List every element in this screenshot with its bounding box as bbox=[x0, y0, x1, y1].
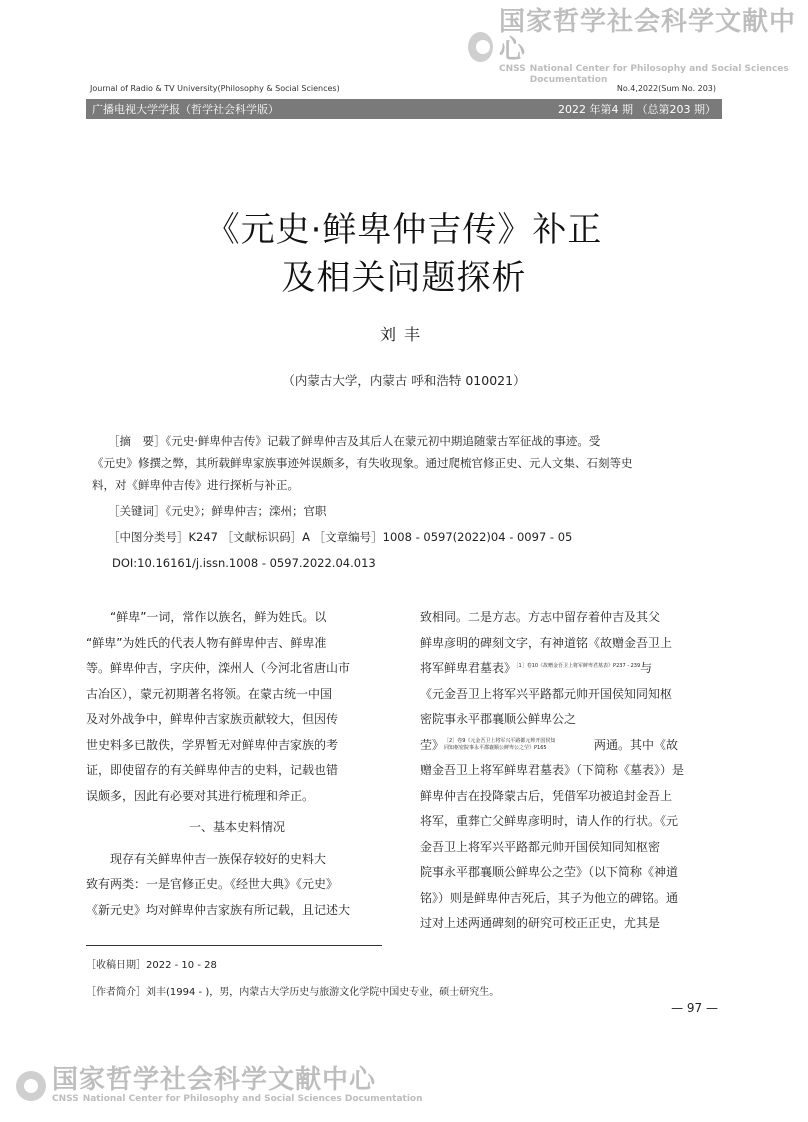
watermark-name-en: National Center for Philosophy and Social Sciences Documentation bbox=[529, 64, 789, 85]
body-line: 金吾卫上将军兴平路都元帅开国侯知同知枢密 bbox=[420, 839, 661, 854]
body-line: 致有两类：一是官修正史。《经世大典》《元史》 bbox=[86, 877, 339, 891]
body-line: 《元金吾卫上将军兴平路都元帅开国侯知同知枢 bbox=[420, 686, 673, 701]
page-number: — 97 — bbox=[671, 1001, 718, 1015]
body-line: 院事永平郡襄顺公鲜卑公之茔》（以下简称《神道 bbox=[420, 865, 679, 879]
cnss-logo-icon bbox=[468, 32, 493, 62]
footnote-received: ［收稿日期］2022 - 10 - 28 bbox=[86, 960, 217, 971]
cnss-logo-icon bbox=[16, 1071, 46, 1101]
right-column bbox=[420, 605, 724, 937]
doi: DOI:10.16161/j.issn.1008 - 0597.2022.04.013 bbox=[112, 556, 376, 570]
watermark-name-en: National Center for Philosophy and Social Sciences Documentation bbox=[82, 1094, 423, 1104]
body-line bbox=[420, 733, 724, 759]
header-bar bbox=[86, 99, 722, 119]
section-heading: 一、基本史料情况 bbox=[188, 820, 285, 834]
issue-cn: 2022 年第4 期 （总第203 期） bbox=[558, 103, 716, 116]
body-text: 茔》 bbox=[420, 737, 445, 752]
body-line bbox=[420, 656, 724, 682]
body-line: 古冶区），蒙元初期著名将领。在蒙古统一中国 bbox=[86, 686, 333, 701]
author-name: 刘丰 bbox=[379, 325, 428, 344]
issue-en: No.4,2022(Sum No. 203) bbox=[616, 84, 716, 93]
body-line: 鲜卑彦明的碑刻文字，有神道铭《故赠金吾卫上 bbox=[420, 635, 673, 650]
article-title-line1: 《元史·鲜卑仲吉传》补正 bbox=[205, 210, 603, 250]
body-line: “鲜卑”一词，常作以族名，鲜为姓氏。以 bbox=[110, 610, 327, 624]
author-affiliation: （内蒙古大学，内蒙古 呼和浩特 010021） bbox=[282, 373, 526, 388]
body-line: 铭》）则是鲜卑仲吉死后，其子为他立的碑铭。通 bbox=[420, 890, 679, 905]
footnote-author: ［作者简介］刘丰(1994 - )，男，内蒙古大学历史与旅游文化学院中国史专业，硕士研究生。 bbox=[86, 987, 500, 998]
body-line: 世史料多已散佚，学界暂无对鲜卑仲吉家族的考 bbox=[86, 737, 339, 752]
body-line: 现存有关鲜卑仲吉一族保存较好的史料大 bbox=[110, 851, 327, 866]
citation-note: ［2］卷9《元金吾卫上将军兴平路都元帅开国侯知 同知枢密院事永平郡襄顺公鲜卑公之茔》P165 bbox=[444, 738, 556, 751]
body-text: 将军鲜卑君墓表》 bbox=[420, 661, 517, 675]
body-line: 致相同。二是方志。方志中留存着仲吉及其父 bbox=[420, 610, 661, 624]
body-text: 与 bbox=[640, 661, 653, 675]
body-line: “鲜卑”为姓氏的代表人物有鲜卑仲吉、鲜卑准 bbox=[86, 635, 327, 650]
body-line: 密院事永平郡襄顺公鲜卑公之 bbox=[420, 712, 577, 726]
citation-note: ［1］卷10《故赠金吾卫上将军鲜卑君墓表》P237 - 239 bbox=[516, 663, 641, 669]
body-line: 赠金吾卫上将军鲜卑君墓表》（下简称《墓表》）是 bbox=[420, 763, 685, 777]
watermark-bottom bbox=[16, 1066, 423, 1105]
journal-name-cn: 广播电视大学学报（哲学社会科学版） bbox=[92, 103, 279, 116]
body-line: 误颇多，因此有必要对其进行梳理和斧正。 bbox=[86, 788, 315, 803]
watermark-name-cn: 国家哲学社会科学文献中心 bbox=[499, 7, 797, 65]
body-line: 过对上述两通碑刻的研究可校正正史，尤其是 bbox=[420, 916, 661, 930]
body-line: 《新元史》均对鲜卑仲吉家族有所记载，且记述大 bbox=[86, 902, 351, 917]
journal-name-en: Journal of Radio & TV University(Philosophy & Social Sciences) bbox=[90, 84, 340, 93]
watermark-cnss: CNSS bbox=[499, 64, 526, 74]
left-column bbox=[86, 605, 388, 923]
body-line: 将军，重葬亡父鲜卑彦明时，请人作的行状。《元 bbox=[420, 814, 679, 828]
body-line: 等。鲜卑仲吉，字庆仲，滦州人（今河北省唐山市 bbox=[86, 661, 351, 675]
body-line: 证，即使留存的有关鲜卑仲吉的史料，记载也错 bbox=[86, 763, 339, 777]
abstract-line: 《元史》修撰之弊，其所载鲜卑家族事迹舛误颇多，有失收现象。通过爬梳官修正史、元人文集、石刻等史 bbox=[92, 456, 633, 470]
watermark-name-cn: 国家哲学社会科学文献中心 bbox=[52, 1065, 377, 1095]
keywords: ［关键词］《元史》；鲜卑仲吉；滦州；官职 bbox=[108, 504, 327, 518]
article-title-line2: 及相关问题探析 bbox=[281, 258, 527, 298]
body-line: 及对外战争中，鲜卑仲吉家族贡献较大，但因传 bbox=[86, 712, 339, 726]
abstract-line: 料，对《鲜卑仲吉传》进行探析与补正。 bbox=[92, 478, 299, 492]
classification: ［中图分类号］K247 ［文献标识码］A ［文章编号］1008 - 0597(2022)04 - 0097 - 05 bbox=[108, 530, 573, 544]
body-text: 两通。其中《故 bbox=[594, 737, 679, 752]
body-line: 鲜卑仲吉在投降蒙古后，凭借军功被追封金吾上 bbox=[420, 788, 673, 803]
watermark-top bbox=[468, 8, 808, 86]
abstract-block bbox=[92, 430, 722, 574]
watermark-cnss: CNSS bbox=[52, 1094, 79, 1104]
abstract-line: ［摘 要］《元史·鲜卑仲吉传》记载了鲜卑仲吉及其后人在蒙元初中期追随蒙古军征战的事迹。受 bbox=[108, 434, 601, 448]
footnote-rule bbox=[86, 945, 382, 946]
